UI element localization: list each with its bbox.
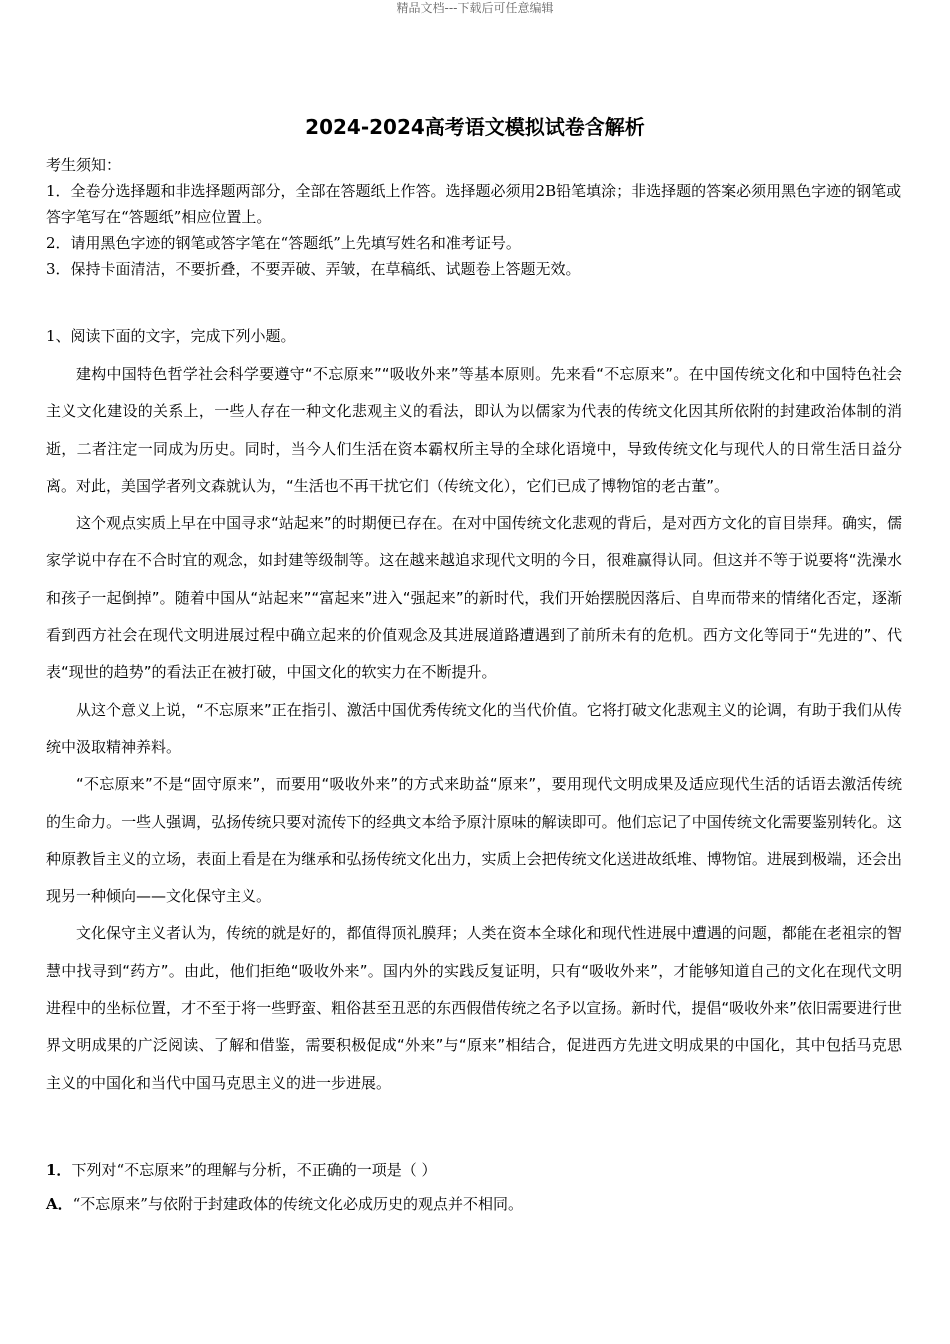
option-text: “不忘原来”与依附于封建政体的传统文化必成历史的观点并不相同。 xyxy=(72,1195,523,1213)
question-text: 下列对“不忘原来”的理解与分析，不正确的一项是（ ） xyxy=(71,1161,437,1179)
notice-heading: 考生须知： xyxy=(46,156,122,174)
passage-paragraph: 文化保守主义者认为，传统的就是好的，都值得顶礼膜拜；人类在资本全球化和现代性进展中遭遇的问题，都能在老祖宗的智慧中找寻到“药方”。由此，他们拒绝“吸收外来”。国内外的实践反复证明，只有“吸收外来”，才能够知道自己的文化在现代文明进程中的坐标位置，才不至于将一些野蛮、粗俗甚至丑恶的东西假借传统之名予以宣扬。新时代，提倡“吸收外来”依旧需要进行世界文明成果的广泛阅读、了解和借鉴，需要积极促成“外来”与“原来”相结合，促进西方先进文明成果的中国化，其中包括马克思主义的中国化和当代中国马克思主义的进一步进展。 xyxy=(46,924,902,1092)
page-header-note: 精品文档---下载后可任意编辑 xyxy=(396,1,554,15)
option-label: A． xyxy=(46,1195,73,1213)
exam-title: 2024-2024高考语文模拟试卷含解析 xyxy=(305,115,645,139)
question-heading: 1、阅读下面的文字，完成下列小题。 xyxy=(46,327,296,345)
passage-paragraph: 建构中国特色哲学社会科学要遵守“不忘原来”“吸收外来”等基本原则。先来看“不忘原来”。在中国传统文化和中国特色社会主义文化建设的关系上，一些人存在一种文化悲观主义的看法，即认为以儒家为代表的传统文化因其所依附的封建政治体制的消逝，二者注定一同成为历史。同时，当今人们生活在资本霸权所主导的全球化语境中，导致传统文化与现代人的日常生活日益分离。对此，美国学者列文森就认为，“生活也不再干扰它们（传统文化），它们已成了博物馆的老古董”。 xyxy=(46,365,902,495)
notice-item: 1．全卷分选择题和非选择题两部分，全部在答题纸上作答。选择题必须用2B铅笔填涂；非选择题的答案必须用黑色字迹的钢笔或答字笔写在“答题纸”相应位置上。 xyxy=(46,182,902,226)
notice-item: 3．保持卡面清洁，不要折叠，不要弄破、弄皱，在草稿纸、试题卷上答题无效。 xyxy=(46,260,581,278)
question-1 xyxy=(46,1158,902,1182)
reading-passage xyxy=(46,356,902,1102)
exam-notice xyxy=(46,152,902,282)
notice-item: 2．请用黑色字迹的钢笔或答字笔在“答题纸”上先填写姓名和准考证号。 xyxy=(46,234,521,252)
option-a[interactable] xyxy=(46,1192,902,1216)
question-number: 1． xyxy=(46,1161,72,1179)
passage-paragraph: “不忘原来”不是“固守原来”，而要用“吸收外来”的方式来助益“原来”，要用现代文明成果及适应现代生活的话语去激活传统的生命力。一些人强调，弘扬传统只要对流传下的经典文本给予原汁原味的解读即可。他们忘记了中国传统文化需要鉴别转化。这种原教旨主义的立场，表面上看是在为继承和弘扬传统文化出力，实质上会把传统文化送进故纸堆、博物馆。进展到极端，还会出现另一种倾向——文化保守主义。 xyxy=(46,775,902,906)
passage-paragraph: 从这个意义上说，“不忘原来”正在指引、激活中国优秀传统文化的当代价值。它将打破文化悲观主义的论调，有助于我们从传统中汲取精神养料。 xyxy=(46,700,902,756)
passage-paragraph: 这个观点实质上早在中国寻求“站起来”的时期便已存在。在对中国传统文化悲观的背后，是对西方文化的盲目崇拜。确实，儒家学说中存在不合时宜的观念，如封建等级制等。这在越来越追求现代文明的今日，很难赢得认同。但这并不等于说要将“洗澡水和孩子一起倒掉”。随着中国从“站起来”“富起来”进入“强起来”的新时代，我们开始摆脱因落后、自卑而带来的情绪化否定，逐渐看到西方社会在现代文明进展过程中确立起来的价值观念及其进展道路遭遇到了前所未有的危机。西方文化等同于“先进的”、代表“现世的趋势”的看法正在被打破，中国文化的软实力在不断提升。 xyxy=(46,514,902,682)
